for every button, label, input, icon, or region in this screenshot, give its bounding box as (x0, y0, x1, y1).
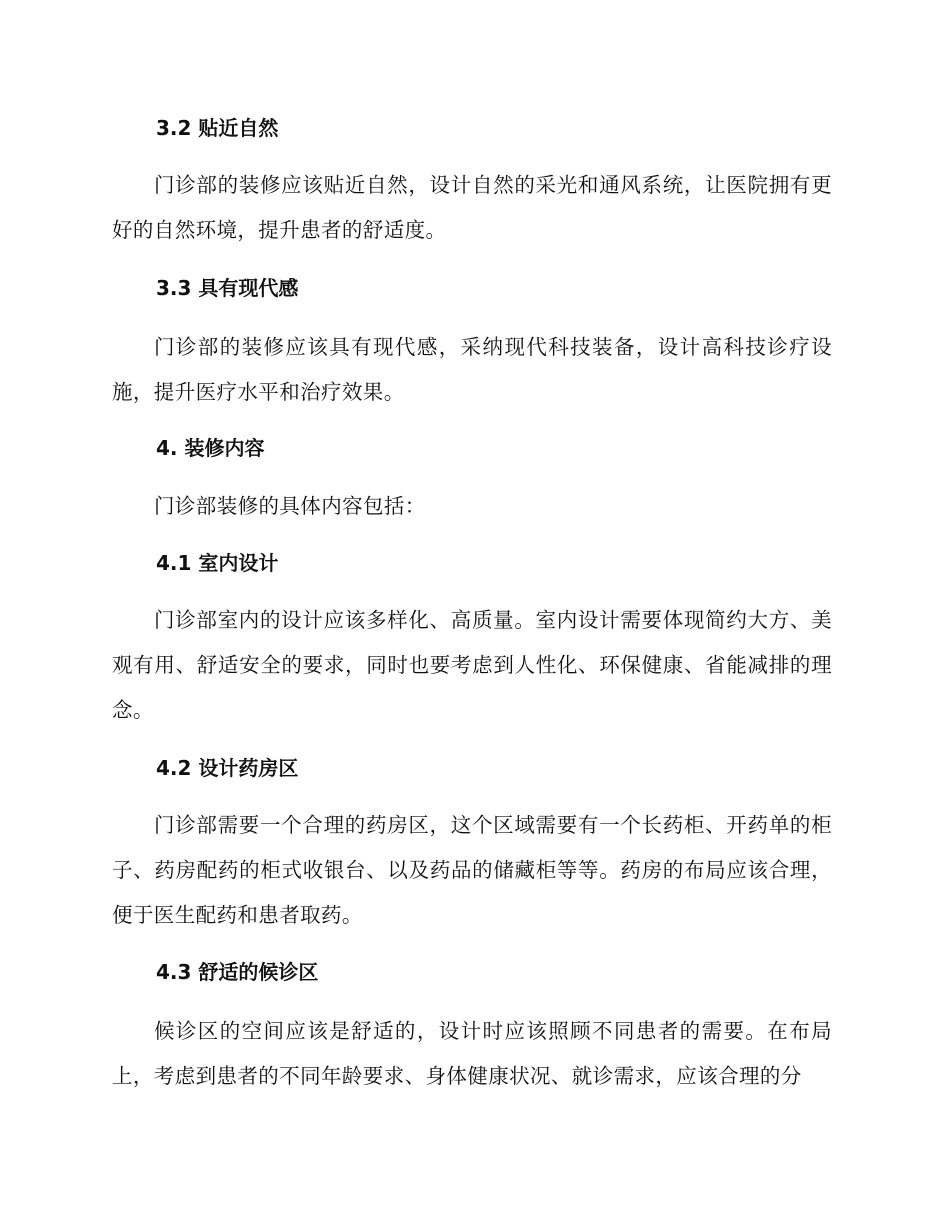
section-body-4-3: 候诊区的空间应该是舒适的，设计时应该照顾不同患者的需要。在布局上，考虑到患者的不同年龄要求、身体健康状况、就诊需求，应该合理的分 (112, 1019, 832, 1088)
section-body-4-2: 门诊部需要一个合理的药房区，这个区域需要有一个长药柜、开药单的柜子、药房配药的柜式收银台、以及药品的储藏柜等等。药房的布局应该合理，便于医生配药和患者取药。 (112, 813, 832, 927)
section-heading-4-1: 4.1 室内设计 (156, 551, 279, 575)
section-body-3-2: 门诊部的装修应该贴近自然，设计自然的采光和通风系统，让医院拥有更好的自然环境，提升患者的舒适度。 (112, 173, 832, 242)
section-heading-4-2: 4.2 设计药房区 (156, 756, 299, 780)
section-body-3-3: 门诊部的装修应该具有现代感，采纳现代科技装备，设计高科技诊疗设施，提升医疗水平和治疗效果。 (112, 335, 832, 404)
section-body-4: 门诊部装修的具体内容包括： (154, 494, 426, 518)
section-heading-4: 4. 装修内容 (156, 436, 265, 460)
section-body-4-1: 门诊部室内的设计应该多样化、高质量。室内设计需要体现简约大方、美观有用、舒适安全的要求，同时也要考虑到人性化、环保健康、省能减排的理念。 (112, 608, 832, 722)
section-heading-4-3: 4.3 舒适的候诊区 (156, 960, 319, 984)
section-heading-3-2: 3.2 贴近自然 (156, 116, 279, 140)
section-heading-3-3: 3.3 具有现代感 (156, 276, 299, 300)
